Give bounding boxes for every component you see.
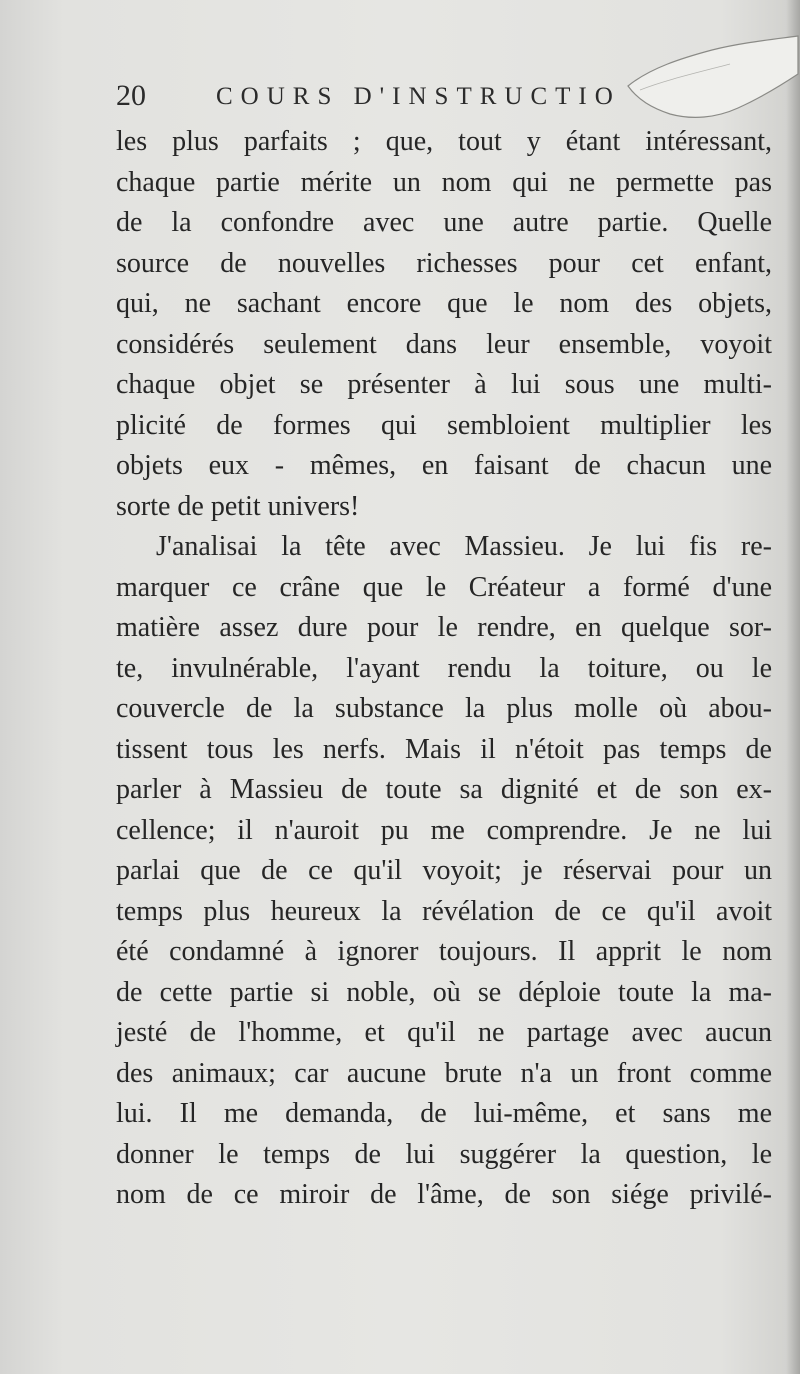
text-line: lui. Il me demanda, de lui-même, et sans me — [116, 1098, 772, 1129]
page-header — [116, 72, 696, 116]
text-line: sorte de petit univers! — [116, 490, 360, 522]
text-line: les plus parfaits ; que, tout y étant intéressant, — [116, 126, 772, 157]
text-line: tissent tous les nerfs. Mais il n'étoit pas temps de — [116, 733, 772, 765]
text-line: qui, ne sachant encore que le nom des objets, — [116, 288, 772, 319]
paragraph-start-line: J'analisai la tête avec Massieu. Je lui fis re- — [156, 531, 772, 562]
text-line: des animaux; car aucune brute n'a un front comme — [116, 1057, 772, 1089]
text-line: de la confondre avec une autre partie. Quelle — [116, 207, 772, 238]
text-line: source de nouvelles richesses pour cet enfant, — [116, 247, 772, 279]
text-line: matière assez dure pour le rendre, en quelque sor- — [116, 612, 772, 643]
text-line: jesté de l'homme, et qu'il ne partage avec aucun — [116, 1017, 772, 1048]
text-line: parlai que de ce qu'il voyoit; je réservai pour un — [116, 855, 772, 886]
text-line: plicité de formes qui sembloient multiplier les — [116, 409, 772, 441]
text-line: cellence; il n'auroit pu me comprendre. Je ne lui — [116, 814, 772, 846]
text-line: de cette partie si noble, où se déploie toute la ma- — [116, 976, 772, 1008]
text-line: chaque objet se présenter à lui sous une multi- — [116, 369, 772, 400]
body-text — [116, 122, 772, 1216]
text-line: parler à Massieu de toute sa dignité et de son ex- — [116, 774, 772, 805]
text-line: nom de ce miroir de l'âme, de son siége privilé- — [116, 1179, 772, 1210]
text-line: couvercle de la substance la plus molle où abou- — [116, 693, 772, 724]
text-line: objets eux - mêmes, en faisant de chacun une — [116, 450, 772, 481]
text-line: te, invulnérable, l'ayant rendu la toiture, ou le — [116, 652, 772, 684]
text-line: été condamné à ignorer toujours. Il apprit le nom — [116, 936, 772, 967]
page-number: 20 — [116, 79, 146, 112]
text-line: chaque partie mérite un nom qui ne permette pas — [116, 166, 772, 198]
text-line: marquer ce crâne que le Créateur a formé d'une — [116, 571, 772, 603]
page-edge-shadow — [786, 0, 800, 1374]
text-line: temps plus heureux la révélation de ce qu'il avoit — [116, 895, 772, 927]
running-head: COURS D'INSTRUCTIO — [216, 83, 621, 110]
text-line: considérés seulement dans leur ensemble, voyoit — [116, 328, 772, 360]
text-line: donner le temps de lui suggérer la question, le — [116, 1138, 772, 1170]
